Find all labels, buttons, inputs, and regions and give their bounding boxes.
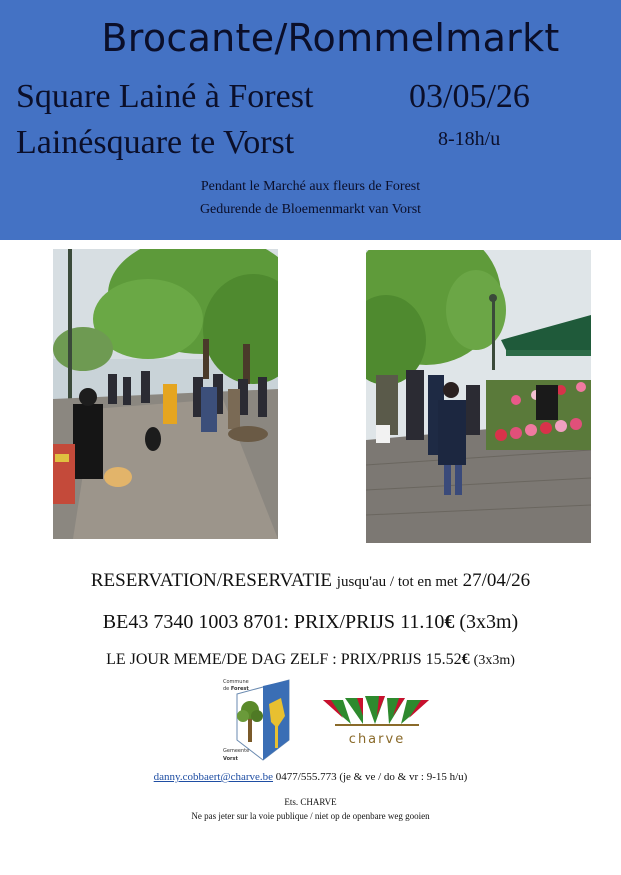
location-french: Square Lainé à Forest — [16, 78, 314, 115]
flea-market-crowd-photo — [53, 249, 278, 539]
litter-notice: Ne pas jeter sur la voie publique / niet op de openbare weg gooien — [191, 811, 430, 821]
euro-symbol: € — [461, 651, 470, 668]
reservation-line — [0, 570, 621, 592]
reservation-deadline: 27/04/26 — [462, 570, 531, 591]
organizer: Ets. CHARVE — [284, 797, 337, 807]
charve-logo — [313, 690, 441, 748]
svg-text:de Forest: de Forest — [223, 686, 249, 692]
reservation-until: jusqu'au / tot en met — [336, 574, 458, 590]
advance-price-line — [0, 611, 621, 634]
contact-email-link[interactable]: danny.cobbaert@charve.be — [153, 771, 274, 783]
svg-text:Gemeente: Gemeente — [223, 748, 250, 754]
reservation-label: RESERVATION/RESERVATIE — [90, 570, 333, 591]
event-hours: 8-18h/u — [438, 128, 501, 150]
header-banner — [0, 0, 621, 240]
advance-pitch-size: (3x3m) — [459, 611, 519, 633]
same-day-pitch-size: (3x3m) — [473, 653, 515, 668]
forest-logo-top-text: Commune — [223, 679, 249, 685]
event-date: 03/05/26 — [409, 78, 530, 115]
svg-text:Vorst: Vorst — [223, 756, 238, 762]
location-dutch: Lainésquare te Vorst — [16, 124, 295, 161]
same-day-price-line — [0, 651, 621, 669]
during-flower-market-dutch: Gedurende de Bloemenmarkt van Vorst — [199, 202, 422, 217]
forest-vorst-logo — [219, 676, 293, 764]
euro-symbol: € — [444, 611, 455, 633]
same-day-price-amount: 15.52 — [425, 651, 462, 668]
advance-price-label: PRIX/PRIJS — [293, 611, 396, 633]
advance-price-amount: 11.10 — [400, 611, 445, 633]
svg-text:charve: charve — [348, 732, 406, 747]
contact-schedule: (je & ve / do & vr : 9-15 h/u) — [339, 771, 468, 783]
during-flower-market-french: Pendant le Marché aux fleurs de Forest — [200, 179, 421, 194]
same-day-price-label: LE JOUR MEME/DE DAG ZELF : PRIX/PRIJS — [106, 651, 422, 668]
contact-line — [0, 771, 621, 783]
flower-market-stalls-photo — [366, 250, 591, 543]
bank-account: BE43 7340 1003 8701: — [102, 611, 289, 633]
event-title: Brocante/Rommelmarkt — [101, 16, 560, 60]
contact-phone: 0477/555.773 — [275, 771, 337, 783]
